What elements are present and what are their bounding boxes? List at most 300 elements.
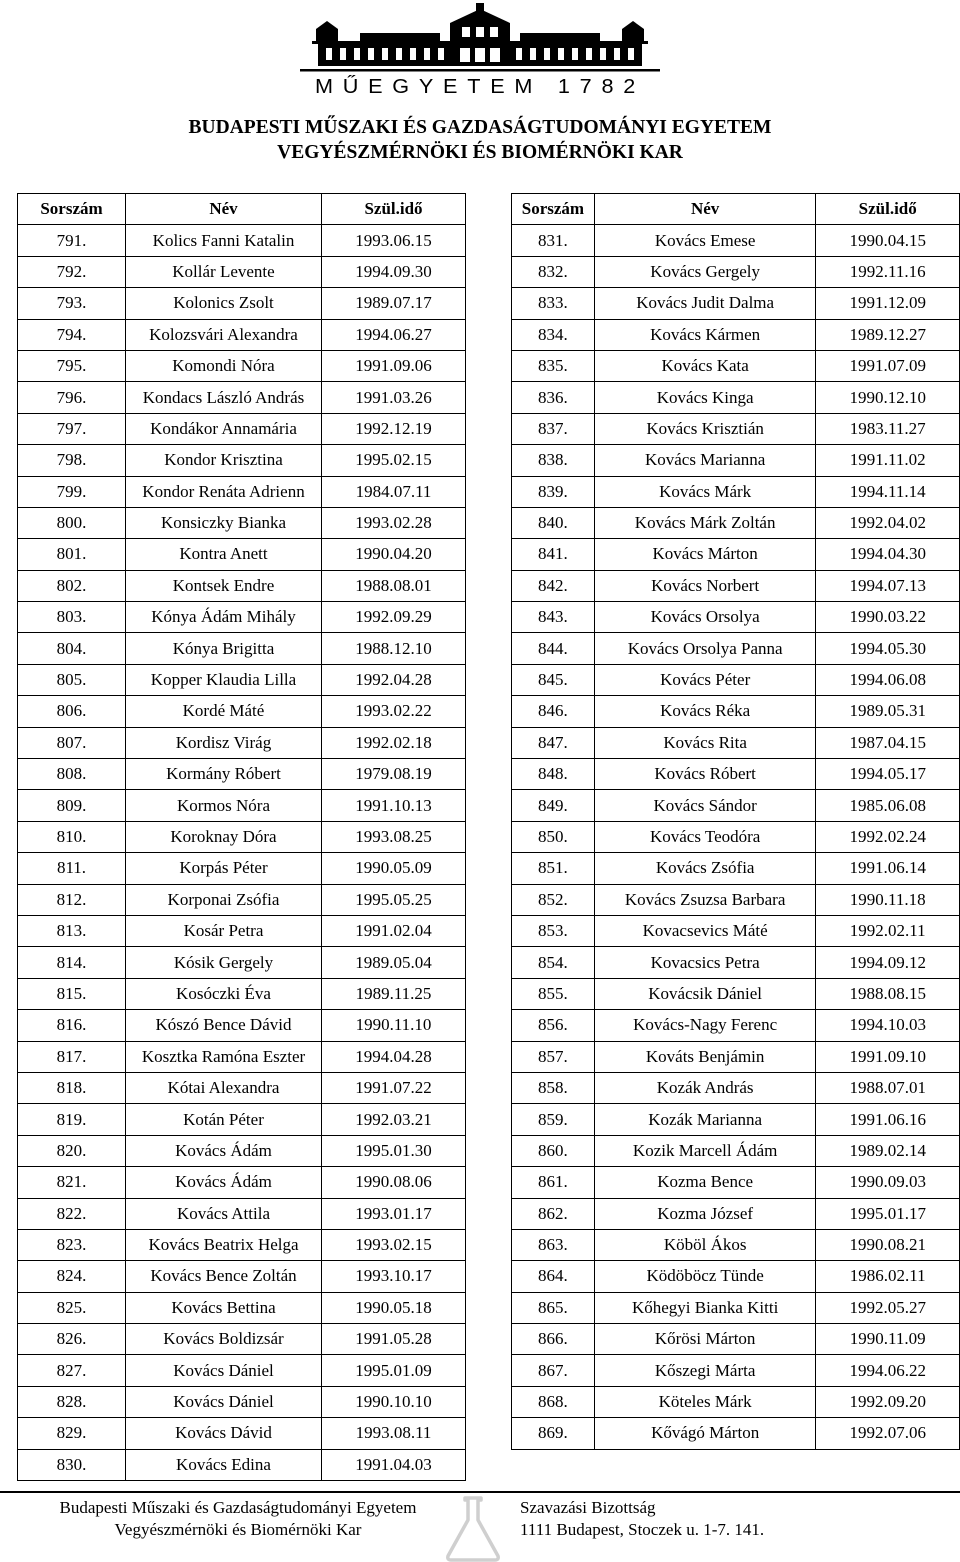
footer-university: Budapesti Műszaki és Gazdaságtudományi Egyetem [59, 1498, 417, 1517]
birth-date: 1979.08.19 [322, 759, 466, 790]
table-row [18, 602, 466, 633]
student-name: Kosóczki Éva [126, 978, 322, 1009]
student-name: Kovács Teodóra [594, 821, 816, 852]
student-name: Korponai Zsófia [126, 884, 322, 915]
table-row [512, 570, 960, 601]
column-header-number: Sorszám [512, 194, 595, 225]
table-row [18, 664, 466, 695]
student-name: Kordisz Virág [126, 727, 322, 758]
university-logo [300, 3, 660, 99]
row-number: 809. [18, 790, 126, 821]
student-name: Kovács Kármen [594, 319, 816, 350]
column-header-name: Név [126, 194, 322, 225]
table-row [18, 790, 466, 821]
student-name: Kovács Judit Dalma [594, 288, 816, 319]
table-row [18, 1041, 466, 1072]
birth-date: 1990.11.18 [816, 884, 960, 915]
row-number: 797. [18, 413, 126, 444]
student-name: Kovács Ádám [126, 1167, 322, 1198]
student-name: Kovács Norbert [594, 570, 816, 601]
birth-date: 1992.02.24 [816, 821, 960, 852]
birth-date: 1991.05.28 [322, 1324, 466, 1355]
birth-date: 1990.10.10 [322, 1386, 466, 1417]
row-number: 805. [18, 664, 126, 695]
row-number: 851. [512, 853, 595, 884]
student-name: Koroknay Dóra [126, 821, 322, 852]
row-number: 829. [18, 1418, 126, 1449]
row-number: 814. [18, 947, 126, 978]
table-row [18, 1010, 466, 1041]
table-row [18, 978, 466, 1009]
student-name: Kolonics Zsolt [126, 288, 322, 319]
student-name: Kozák Marianna [594, 1104, 816, 1135]
student-name: Kolics Fanni Katalin [126, 225, 322, 256]
row-number: 838. [512, 445, 595, 476]
table-row [512, 225, 960, 256]
birth-date: 1990.08.21 [816, 1229, 960, 1260]
row-number: 832. [512, 256, 595, 287]
row-number: 846. [512, 696, 595, 727]
row-number: 803. [18, 602, 126, 633]
student-name: Kollár Levente [126, 256, 322, 287]
birth-date: 1994.06.22 [816, 1355, 960, 1386]
birth-date: 1992.09.29 [322, 602, 466, 633]
birth-date: 1991.04.03 [322, 1449, 466, 1480]
student-name: Kovács Dániel [126, 1355, 322, 1386]
row-number: 861. [512, 1167, 595, 1198]
birth-date: 1993.08.11 [322, 1418, 466, 1449]
birth-date: 1994.05.30 [816, 633, 960, 664]
birth-date: 1994.06.08 [816, 664, 960, 695]
row-number: 800. [18, 507, 126, 538]
flask-icon [440, 1494, 506, 1562]
birth-date: 1995.02.15 [322, 445, 466, 476]
table-row [18, 1292, 466, 1323]
row-number: 844. [512, 633, 595, 664]
row-number: 856. [512, 1010, 595, 1041]
table-row [512, 539, 960, 570]
table-row [512, 256, 960, 287]
table-row [512, 1010, 960, 1041]
student-name: Kovács Edina [126, 1449, 322, 1480]
birth-date: 1989.02.14 [816, 1135, 960, 1166]
table-row [18, 539, 466, 570]
student-name: Kónya Brigitta [126, 633, 322, 664]
table-row [18, 821, 466, 852]
row-number: 833. [512, 288, 595, 319]
birth-date: 1989.12.27 [816, 319, 960, 350]
table-row [512, 350, 960, 381]
table-row [512, 288, 960, 319]
row-number: 808. [18, 759, 126, 790]
student-name: Kovács Emese [594, 225, 816, 256]
student-name: Kővágó Márton [594, 1418, 816, 1449]
row-number: 834. [512, 319, 595, 350]
birth-date: 1990.05.09 [322, 853, 466, 884]
student-name: Kovács Márton [594, 539, 816, 570]
table-row [18, 445, 466, 476]
table-row [512, 884, 960, 915]
row-number: 810. [18, 821, 126, 852]
row-number: 825. [18, 1292, 126, 1323]
birth-date: 1990.11.09 [816, 1324, 960, 1355]
birth-date: 1994.11.14 [816, 476, 960, 507]
row-number: 868. [512, 1386, 595, 1417]
birth-date: 1988.08.01 [322, 570, 466, 601]
table-row [18, 727, 466, 758]
row-number: 865. [512, 1292, 595, 1323]
row-number: 802. [18, 570, 126, 601]
student-name: Kontsek Endre [126, 570, 322, 601]
table-row [18, 633, 466, 664]
student-name: Kónya Ádám Mihály [126, 602, 322, 633]
birth-date: 1988.12.10 [322, 633, 466, 664]
student-name: Kovács Sándor [594, 790, 816, 821]
table-row [18, 1355, 466, 1386]
row-number: 793. [18, 288, 126, 319]
row-number: 839. [512, 476, 595, 507]
table-row [512, 978, 960, 1009]
student-name: Ködöböcz Tünde [594, 1261, 816, 1292]
row-number: 811. [18, 853, 126, 884]
table-row [512, 1167, 960, 1198]
table-row [512, 821, 960, 852]
footer-faculty: Vegyészmérnöki és Biomérnöki Kar [114, 1520, 362, 1539]
row-number: 842. [512, 570, 595, 601]
table-row [18, 1418, 466, 1449]
birth-date: 1989.11.25 [322, 978, 466, 1009]
row-number: 852. [512, 884, 595, 915]
table-row [18, 884, 466, 915]
row-number: 867. [512, 1355, 595, 1386]
birth-date: 1994.09.12 [816, 947, 960, 978]
birth-date: 1991.03.26 [322, 382, 466, 413]
row-number: 821. [18, 1167, 126, 1198]
row-number: 791. [18, 225, 126, 256]
table-row [512, 507, 960, 538]
table-row [18, 225, 466, 256]
footer-address: 1111 Budapest, Stoczek u. 1-7. 141. [520, 1520, 765, 1539]
table-row [18, 1167, 466, 1198]
row-number: 837. [512, 413, 595, 444]
birth-date: 1984.07.11 [322, 476, 466, 507]
student-name: Kovács-Nagy Ferenc [594, 1010, 816, 1041]
student-name: Kozák András [594, 1072, 816, 1103]
row-number: 835. [512, 350, 595, 381]
row-number: 849. [512, 790, 595, 821]
row-number: 864. [512, 1261, 595, 1292]
row-number: 824. [18, 1261, 126, 1292]
table-row [512, 413, 960, 444]
birth-date: 1991.06.14 [816, 853, 960, 884]
university-name-heading: BUDAPESTI MŰSZAKI ÉS GAZDASÁGTUDOMÁNYI EGYETEM [188, 117, 772, 138]
row-number: 854. [512, 947, 595, 978]
table-row [512, 664, 960, 695]
table-row [18, 1104, 466, 1135]
birth-date: 1992.04.28 [322, 664, 466, 695]
row-number: 840. [512, 507, 595, 538]
student-name: Kovács Krisztián [594, 413, 816, 444]
table-row [18, 1198, 466, 1229]
table-row [18, 288, 466, 319]
birth-date: 1986.02.11 [816, 1261, 960, 1292]
row-number: 848. [512, 759, 595, 790]
birth-date: 1993.06.15 [322, 225, 466, 256]
student-name: Kovács Gergely [594, 256, 816, 287]
birth-date: 1994.10.03 [816, 1010, 960, 1041]
row-number: 843. [512, 602, 595, 633]
table-row [512, 1418, 960, 1449]
student-table-left [17, 193, 466, 1481]
student-name: Kosztka Ramóna Eszter [126, 1041, 322, 1072]
table-row [512, 915, 960, 946]
table-row [18, 1449, 466, 1480]
birth-date: 1991.09.10 [816, 1041, 960, 1072]
table-row [512, 1229, 960, 1260]
birth-date: 1991.07.09 [816, 350, 960, 381]
row-number: 826. [18, 1324, 126, 1355]
birth-date: 1995.05.25 [322, 884, 466, 915]
table-row [18, 915, 466, 946]
row-number: 863. [512, 1229, 595, 1260]
birth-date: 1993.02.22 [322, 696, 466, 727]
birth-date: 1992.09.20 [816, 1386, 960, 1417]
table-row [18, 947, 466, 978]
birth-date: 1991.02.04 [322, 915, 466, 946]
row-number: 857. [512, 1041, 595, 1072]
student-name: Kovács Attila [126, 1198, 322, 1229]
table-row [18, 1324, 466, 1355]
birth-date: 1992.04.02 [816, 507, 960, 538]
student-name: Kovács Márk [594, 476, 816, 507]
row-number: 812. [18, 884, 126, 915]
student-name: Kőrösi Márton [594, 1324, 816, 1355]
birth-date: 1990.05.18 [322, 1292, 466, 1323]
student-name: Kovács Orsolya Panna [594, 633, 816, 664]
birth-date: 1992.02.11 [816, 915, 960, 946]
table-row [18, 319, 466, 350]
table-row [18, 350, 466, 381]
row-number: 822. [18, 1198, 126, 1229]
birth-date: 1989.07.17 [322, 288, 466, 319]
student-name: Kovács Boldizsár [126, 1324, 322, 1355]
student-name: Kotán Péter [126, 1104, 322, 1135]
table-row [512, 1324, 960, 1355]
table-row [512, 602, 960, 633]
birth-date: 1990.09.03 [816, 1167, 960, 1198]
row-number: 866. [512, 1324, 595, 1355]
birth-date: 1990.03.22 [816, 602, 960, 633]
table-row [512, 382, 960, 413]
row-number: 816. [18, 1010, 126, 1041]
row-number: 853. [512, 915, 595, 946]
birth-date: 1994.04.30 [816, 539, 960, 570]
student-name: Kovács Orsolya [594, 602, 816, 633]
birth-date: 1990.11.10 [322, 1010, 466, 1041]
table-row [18, 759, 466, 790]
student-name: Kovácsik Dániel [594, 978, 816, 1009]
student-name: Köteles Márk [594, 1386, 816, 1417]
student-name: Kósik Gergely [126, 947, 322, 978]
student-name: Kovács Márk Zoltán [594, 507, 816, 538]
row-number: 815. [18, 978, 126, 1009]
student-name: Kolozsvári Alexandra [126, 319, 322, 350]
table-header-row [512, 194, 960, 225]
logo-wordmark: MŰEGYETEM 1782 [315, 76, 620, 98]
table-row [18, 570, 466, 601]
birth-date: 1993.02.15 [322, 1229, 466, 1260]
student-name: Kormány Róbert [126, 759, 322, 790]
table-row [512, 1072, 960, 1103]
birth-date: 1991.11.02 [816, 445, 960, 476]
student-name: Kovács Bettina [126, 1292, 322, 1323]
student-name: Kondor Renáta Adrienn [126, 476, 322, 507]
birth-date: 1993.08.25 [322, 821, 466, 852]
student-name: Köböl Ákos [594, 1229, 816, 1260]
student-name: Konsiczky Bianka [126, 507, 322, 538]
birth-date: 1990.04.15 [816, 225, 960, 256]
table-row [18, 1261, 466, 1292]
row-number: 813. [18, 915, 126, 946]
row-number: 869. [512, 1418, 595, 1449]
birth-date: 1987.04.15 [816, 727, 960, 758]
table-row [18, 1229, 466, 1260]
row-number: 862. [512, 1198, 595, 1229]
table-row [512, 727, 960, 758]
table-row [512, 476, 960, 507]
student-name: Kovacsevics Máté [594, 915, 816, 946]
column-header-birthdate: Szül.idő [816, 194, 960, 225]
birth-date: 1991.10.13 [322, 790, 466, 821]
student-name: Kondacs László András [126, 382, 322, 413]
birth-date: 1992.02.18 [322, 727, 466, 758]
table-row [512, 790, 960, 821]
birth-date: 1994.09.30 [322, 256, 466, 287]
birth-date: 1992.12.19 [322, 413, 466, 444]
footer-committee-name: Szavazási Bizottság [520, 1498, 656, 1517]
table-row [18, 1386, 466, 1417]
table-row [512, 1135, 960, 1166]
table-row [18, 1135, 466, 1166]
row-number: 792. [18, 256, 126, 287]
table-header-row [18, 194, 466, 225]
student-name: Kovács Kata [594, 350, 816, 381]
student-name: Kondor Krisztina [126, 445, 322, 476]
birth-date: 1990.04.20 [322, 539, 466, 570]
student-name: Kopper Klaudia Lilla [126, 664, 322, 695]
table-row [18, 382, 466, 413]
table-row [512, 853, 960, 884]
birth-date: 1993.10.17 [322, 1261, 466, 1292]
row-number: 845. [512, 664, 595, 695]
table-row [18, 476, 466, 507]
student-name: Kószó Bence Dávid [126, 1010, 322, 1041]
row-number: 858. [512, 1072, 595, 1103]
table-row [512, 1292, 960, 1323]
row-number: 827. [18, 1355, 126, 1386]
table-row [512, 1386, 960, 1417]
table-row [512, 319, 960, 350]
table-row [512, 1355, 960, 1386]
student-name: Kovács Bence Zoltán [126, 1261, 322, 1292]
row-number: 823. [18, 1229, 126, 1260]
birth-date: 1993.02.28 [322, 507, 466, 538]
student-name: Kontra Anett [126, 539, 322, 570]
row-number: 836. [512, 382, 595, 413]
birth-date: 1989.05.31 [816, 696, 960, 727]
row-number: 819. [18, 1104, 126, 1135]
column-header-number: Sorszám [18, 194, 126, 225]
birth-date: 1994.05.17 [816, 759, 960, 790]
student-name: Kőszegi Márta [594, 1355, 816, 1386]
footer-divider [0, 1491, 960, 1493]
row-number: 859. [512, 1104, 595, 1135]
row-number: 801. [18, 539, 126, 570]
row-number: 794. [18, 319, 126, 350]
student-name: Kovács Zsuzsa Barbara [594, 884, 816, 915]
student-name: Korpás Péter [126, 853, 322, 884]
birth-date: 1995.01.09 [322, 1355, 466, 1386]
birth-date: 1992.07.06 [816, 1418, 960, 1449]
table-row [512, 1104, 960, 1135]
table-row [18, 696, 466, 727]
student-name: Kozik Marcell Ádám [594, 1135, 816, 1166]
student-name: Kováts Benjámin [594, 1041, 816, 1072]
row-number: 817. [18, 1041, 126, 1072]
birth-date: 1995.01.17 [816, 1198, 960, 1229]
student-name: Kovács Dániel [126, 1386, 322, 1417]
birth-date: 1994.04.28 [322, 1041, 466, 1072]
birth-date: 1991.09.06 [322, 350, 466, 381]
row-number: 847. [512, 727, 595, 758]
faculty-name-heading: VEGYÉSZMÉRNÖKI ÉS BIOMÉRNÖKI KAR [277, 142, 683, 163]
column-header-birthdate: Szül.idő [322, 194, 466, 225]
row-number: 855. [512, 978, 595, 1009]
row-number: 850. [512, 821, 595, 852]
student-name: Kovács Rita [594, 727, 816, 758]
birth-date: 1992.11.16 [816, 256, 960, 287]
student-name: Kozma Bence [594, 1167, 816, 1198]
birth-date: 1983.11.27 [816, 413, 960, 444]
birth-date: 1991.06.16 [816, 1104, 960, 1135]
row-number: 795. [18, 350, 126, 381]
birth-date: 1994.06.27 [322, 319, 466, 350]
student-name: Kondákor Annamária [126, 413, 322, 444]
table-row [512, 1198, 960, 1229]
table-row [18, 256, 466, 287]
birth-date: 1991.07.22 [322, 1072, 466, 1103]
student-name: Kőhegyi Bianka Kitti [594, 1292, 816, 1323]
row-number: 830. [18, 1449, 126, 1480]
student-name: Kovacsics Petra [594, 947, 816, 978]
birth-date: 1990.12.10 [816, 382, 960, 413]
footer-institution [38, 1497, 438, 1541]
student-name: Komondi Nóra [126, 350, 322, 381]
row-number: 860. [512, 1135, 595, 1166]
student-name: Kótai Alexandra [126, 1072, 322, 1103]
student-name: Kormos Nóra [126, 790, 322, 821]
student-name: Kovács Ádám [126, 1135, 322, 1166]
birth-date: 1988.08.15 [816, 978, 960, 1009]
student-name: Kordé Máté [126, 696, 322, 727]
column-header-name: Név [594, 194, 816, 225]
student-name: Kovács Dávid [126, 1418, 322, 1449]
table-row [18, 1072, 466, 1103]
student-name: Kovács Beatrix Helga [126, 1229, 322, 1260]
student-name: Kovács Réka [594, 696, 816, 727]
table-row [512, 759, 960, 790]
birth-date: 1985.06.08 [816, 790, 960, 821]
